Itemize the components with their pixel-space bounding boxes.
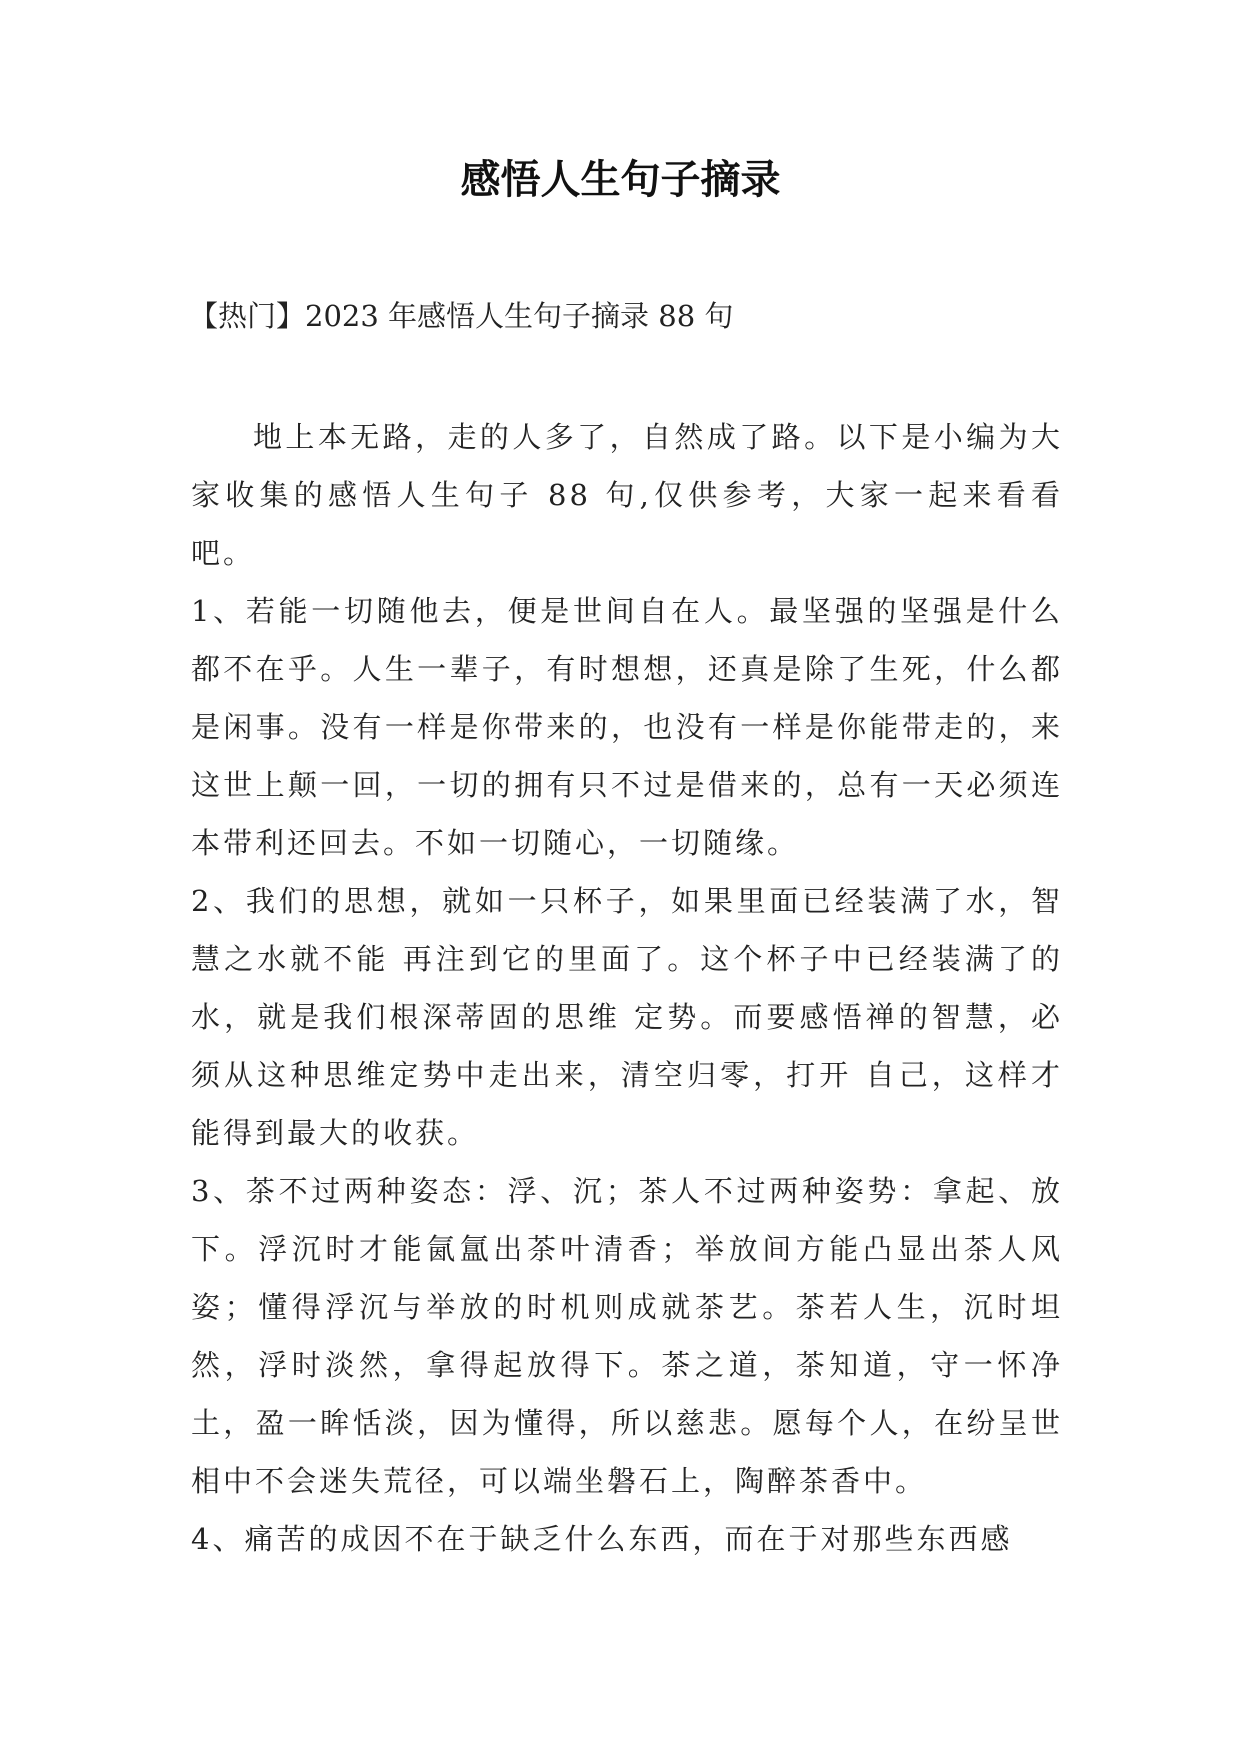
list-item: 4、痛苦的成因不在于缺乏什么东西，而在于对那些东西感 (191, 1522, 1013, 1556)
list-item: 2、我们的思想，就如一只杯子，如果里面已经装满了水，智慧之水就不能 再注到它的里面了。这个杯子中已经装满了的水，就是我们根深蒂固的思维 定势。而要感悟禅的智慧，必须从这种思维定势中走出来，清空归零，打开 自己，这样才能得到最大的收获。 (191, 884, 1063, 1150)
document-subtitle: 【热门】2023 年感悟人生句子摘录 88 句 (189, 299, 734, 333)
list-item: 3、茶不过两种姿态：浮、沉；茶人不过两种姿势：拿起、放下。浮沉时才能氤氲出茶叶清香；举放间方能凸显出茶人风姿；懂得浮沉与举放的时机则成就茶艺。茶若人生，沉时坦然，浮时淡然，拿得起放得下。茶之道，茶知道，守一怀净土，盈一眸恬淡，因为懂得，所以慈悲。愿每个人，在纷呈世相中不会迷失荒径，可以端坐磐石上，陶醉茶香中。 (191, 1174, 1063, 1498)
list-item: 1、若能一切随他去，便是世间自在人。最坚强的坚强是什么都不在乎。人生一辈子，有时想想，还真是除了生死，什么都是闲事。没有一样是你带来的，也没有一样是你能带走的，来这世上颠一回，一切的拥有只不过是借来的，总有一天必须连本带利还回去。不如一切随心，一切随缘。 (191, 594, 1063, 860)
document-body (191, 408, 1063, 1568)
document-title: 感悟人生句子摘录 (460, 156, 781, 203)
intro-paragraph: 地上本无路，走的人多了，自然成了路。以下是小编为大家收集的感悟人生句子 88 句,仅供参考，大家一起来看看吧。 (191, 420, 1063, 570)
